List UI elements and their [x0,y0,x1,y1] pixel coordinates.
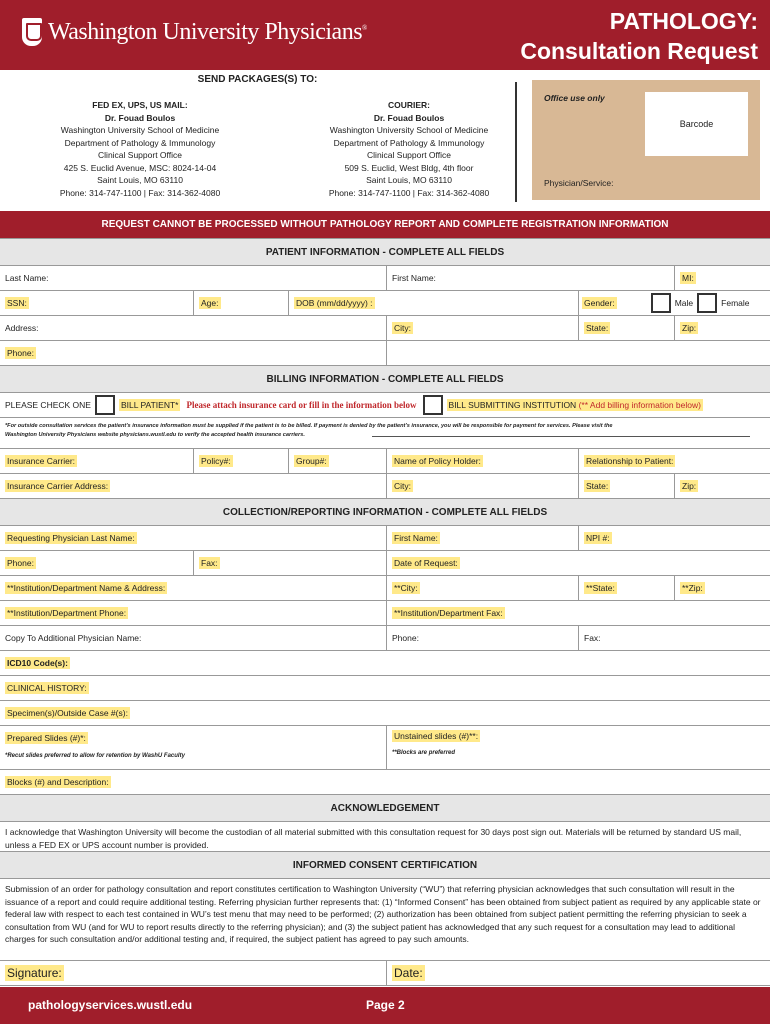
bill-patient-checkbox[interactable] [95,395,115,415]
acknowledgement-text: I acknowledge that Washington University will become the custodian of all material submitted with this consultation request for 30 days post sign out. Materials will be returned by standard US mail, unless a FED EX or UPS account number is provided. [0,822,770,852]
footer-url[interactable]: pathologyservices.wustl.edu [28,998,193,1012]
page-number: Page 2 [366,998,405,1012]
patient-name-row [0,266,770,291]
courier-address: COURIER: Dr. Fouad Boulos Washington University School of Medicine Department of Pathology & Immunology Clinical Support Office 509 S. Euclid, West Bldg, 4th floor Saint Louis, MO 63110 Phone: 314-747-1100 | Fax: 314-362-4080 [328,100,490,198]
specimens-field[interactable]: Specimen(s)/Outside Case #(s): [7,708,128,718]
age-field[interactable]: Age: [193,291,288,315]
address-field[interactable]: Address: [5,323,39,333]
gender-field: Gender: Male Female [578,291,770,315]
divider [515,82,517,202]
office-use-label: Office use only [544,93,605,103]
office-use-box [532,80,760,200]
physician-contact-row [0,551,770,576]
requesting-physician-field[interactable]: Requesting Physician Last Name: [7,533,135,543]
relationship-field[interactable]: Relationship to Patient: [578,449,770,473]
last-name-field[interactable]: Last Name: [5,273,49,283]
policy-field[interactable]: Policy#: [193,449,288,473]
institution-fax-field[interactable]: **Institution/Department Fax: [386,601,770,625]
blocks-field[interactable]: Blocks (#) and Description: [7,777,109,787]
patient-address-row [0,316,770,341]
copy-to-field[interactable]: Copy To Additional Physician Name: [5,633,142,643]
billing-zip-field[interactable]: Zip: [674,474,770,498]
blocks-row [0,770,770,795]
date-field[interactable]: Date: [386,961,770,985]
institution-name-field[interactable]: **Institution/Department Name & Address: [7,583,166,593]
billing-city-field[interactable]: City: [386,474,578,498]
copy-fax-field[interactable]: Fax: [578,626,770,650]
billing-choice: PLEASE CHECK ONE BILL PATIENT* Please attach insurance card or fill in the information below BILL SUBMITTING INSTITUTION (** Add billing information below) [0,393,770,417]
city-field[interactable]: City: [386,316,578,340]
patient-section-heading: PATIENT INFORMATION - COMPLETE ALL FIELDS [0,239,770,266]
collection-section-heading: COLLECTION/REPORTING INFORMATION - COMPLETE ALL FIELDS [0,499,770,526]
billing-footnote: *For outside consultation services the patient's insurance information must be supplied if the patient is to be billed. If payment is denied by the patient's insurance, you will be responsible for payment for services. Please visit the Washington University Physicians website physicians.wustl.edu to verify the accepted health insurance carriers. [0,418,770,449]
form-body [0,238,770,986]
mi-field[interactable]: MI: [674,266,770,290]
underline [372,436,750,437]
consent-text: Submission of an order for pathology consultation and report constitutes certification to Washington University (“WU”) that referring physician acknowledges that such consultation will result in the issuance of a report and could require additional testing. Referring physician further represents that: (1) “Informed Consent” has been obtained from subject patient as required by any applicable state or federal law with respect to each test contained in WU’s test menu that may need to be performed; (2) authorization has been obtained from subject patient permitting the referring physician to seek a consultation from WU (and for WU to report results directly to the referring physician); and (3) the subject patient has acknowledged that any such request for a consultation may lead to additional charges for such consultation and/or additional testing and, if required, the subject patient has agreed to pay such amounts. [0,879,770,961]
carrier-address-field[interactable]: Insurance Carrier Address: [7,481,109,491]
physician-service-label: Physician/Service: [544,178,614,188]
barcode-box: Barcode [645,92,748,156]
slides-row [0,726,770,770]
state-field[interactable]: State: [578,316,674,340]
group-field[interactable]: Group#: [288,449,386,473]
icd10-field[interactable]: ICD10 Code(s): [7,658,68,668]
institution-city-field[interactable]: **City: [386,576,578,600]
institution-phone-row [0,601,770,626]
institution-phone-field[interactable]: **Institution/Department Phone: [7,608,127,618]
zip-field[interactable]: Zip: [674,316,770,340]
physician-phone-field[interactable]: Phone: [7,558,34,568]
consent-heading: INFORMED CONSENT CERTIFICATION [0,852,770,879]
page-title: PATHOLOGY: Consultation Request [520,8,758,64]
signature-row [0,961,770,986]
page-footer [0,987,770,1024]
institution-state-field[interactable]: **State: [578,576,674,600]
patient-phone-row [0,341,770,366]
physician-first-name-field[interactable]: First Name: [386,526,578,550]
mail-address: FED EX, UPS, US MAIL: Dr. Fouad Boulos Washington University School of Medicine Department of Pathology & Immunology Clinical Support Office 425 S. Euclid Avenue, MSC: 8024-14-04 Saint Louis, MO 63110 Phone: 314-747-1100 | Fax: 314-362-4080 [59,100,221,198]
insurance-row [0,449,770,474]
policy-holder-field[interactable]: Name of Policy Holder: [386,449,578,473]
brand-logo [22,18,367,46]
clinical-history-row [0,676,770,701]
icd10-row [0,651,770,676]
send-packages-heading: SEND PACKAGES(S) TO: [197,74,318,85]
shield-icon [22,18,42,46]
page-header [0,0,770,70]
prepared-slides-field[interactable]: Prepared Slides (#)*: *Recut slides preferred to allow for retention by WashU Faculty [5,733,185,759]
insurance-carrier-field[interactable]: Insurance Carrier: [7,456,76,466]
patient-ssn-row [0,291,770,316]
acknowledgement-heading: ACKNOWLEDGEMENT [0,795,770,822]
brand-name: Washington University Physicians® [48,18,367,45]
institution-row [0,576,770,601]
empty-cell [386,341,770,365]
unstained-slides-field[interactable]: Unstained slides (#)**: **Blocks are preferred [386,726,770,769]
bill-institution-checkbox[interactable] [423,395,443,415]
physician-row [0,526,770,551]
copy-to-row [0,626,770,651]
physician-fax-field[interactable]: Fax: [193,551,386,575]
ssn-field[interactable]: SSN: [7,298,27,308]
male-checkbox[interactable] [651,293,671,313]
institution-zip-field[interactable]: **Zip: [674,576,770,600]
dob-field[interactable]: DOB (mm/dd/yyyy) : [288,291,578,315]
billing-choice-row [0,393,770,418]
insurance-address-row [0,474,770,499]
copy-phone-field[interactable]: Phone: [386,626,578,650]
clinical-history-field[interactable]: CLINICAL HISTORY: [7,683,87,693]
billing-state-field[interactable]: State: [578,474,674,498]
phone-field[interactable]: Phone: [7,348,34,358]
npi-field[interactable]: NPI #: [578,526,770,550]
date-of-request-field[interactable]: Date of Request: [386,551,770,575]
signature-field[interactable]: Signature: [7,966,62,980]
warning-banner: REQUEST CANNOT BE PROCESSED WITHOUT PATHOLOGY REPORT AND COMPLETE REGISTRATION INFORMATION [0,211,770,238]
billing-section-heading: BILLING INFORMATION - COMPLETE ALL FIELDS [0,366,770,393]
specimens-row [0,701,770,726]
first-name-field[interactable]: First Name: [386,266,674,290]
female-checkbox[interactable] [697,293,717,313]
